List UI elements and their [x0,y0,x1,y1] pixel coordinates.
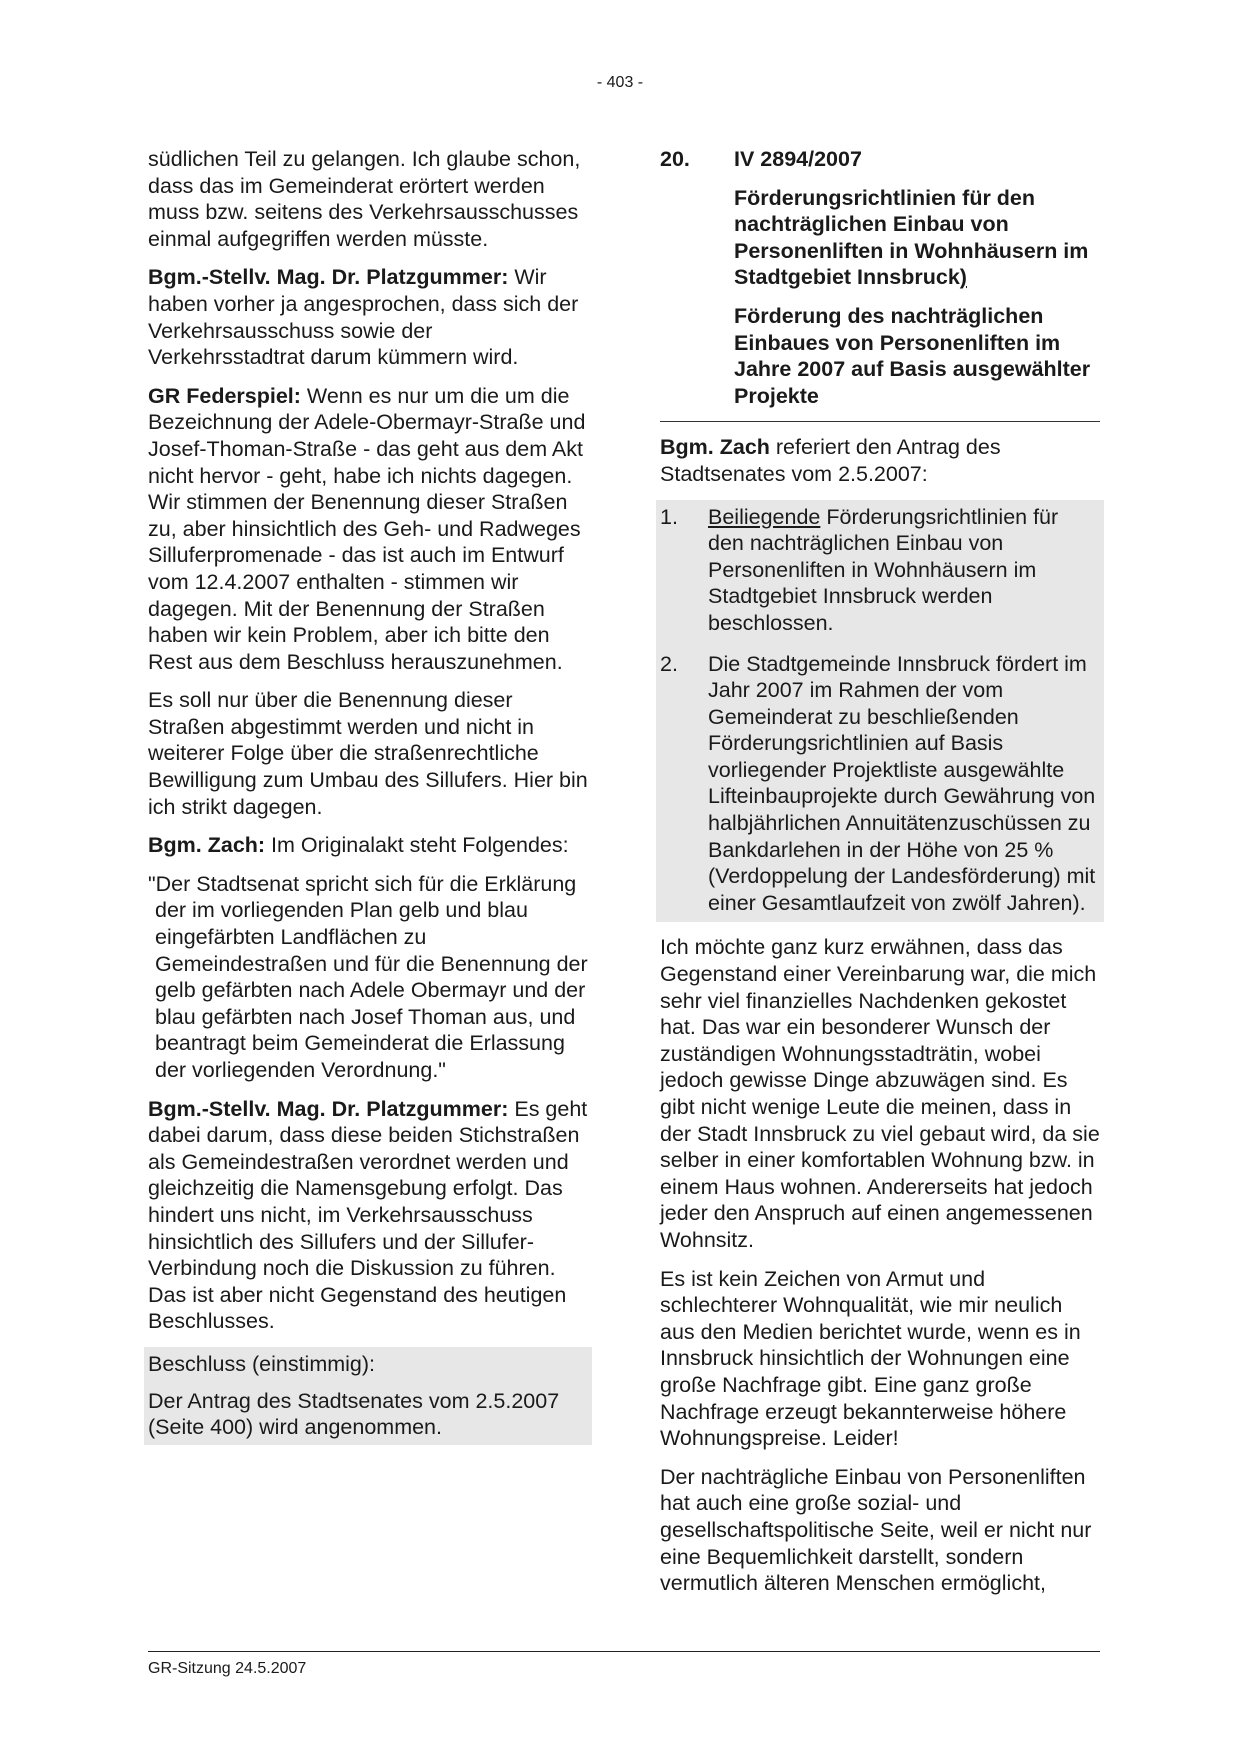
decision-box [144,1347,592,1445]
quotation-block [148,871,588,1084]
paragraph: Es ist kein Zeichen von Armut und schlechterer Wohnqualität, wie mir neulich aus den Medien berichtet wurde, wenn es in Innsbruck hinsichtlich der Wohnungen eine große Nachfrage gibt. Eine ganz große Nachfrage erzeugt bekannterweise höhere Wohnungspreise. Leider! [660,1266,1081,1451]
paragraph: Ich möchte ganz kurz erwähnen, dass das Gegenstand einer Vereinbarung war, die mich sehr viel finanzielles Nachdenken gekostet hat. Das war ein besonderer Wunsch der zuständigen Wohnungsstadträtin, wobei jedoch gewisse Dinge abzuwägen sind. Es gibt nicht wenige Leute die meinen, dass in der Stadt Innsbruck zu viel gebaut wird, da sie selber in einer komfortablen Wohnung bzw. in einem Haus wohnen. Andererseits hat jedoch jeder den Anspruch auf einen angemessenen Wohnsitz. [660,935,1100,1252]
paragraph [148,264,588,370]
right-column [660,146,1100,1609]
agenda-item-header [660,146,1100,409]
agenda-item-title: Förderungsrichtlinien für den nachträglichen Einbau von Personenliften in Wohnhäusern im Stadtgebiet Innsbruck) [734,185,1089,290]
resolution-number: 1. [660,504,678,529]
agenda-item-subtitle: Förderung des nachträglichen Einbaues von Personenliften im Jahre 2007 auf Basis ausgewählter Projekte [734,303,1091,408]
left-column [148,146,588,1445]
speech-text: Es geht dabei darum, dass diese beiden Stichstraßen als Gemeindestraßen verordnet werden und gleichzeitig die Namensgebung erfolgt. Das hindert uns nicht, im Verkehrsausschuss hinsichtlich des Sillufers und der Sillufer-Verbindung noch die Diskussion zu führen. Das ist aber nicht Gegenstand des heutigen Beschlusses. [148,1096,588,1334]
footer-divider [148,1651,1100,1652]
resolution-text: Beiliegende Förderungsrichtlinien für den nachträglichen Einbau von Personenliften in Wohnhäusern im Stadtgebiet Innsbruck werden beschlossen. [708,504,1059,635]
resolution-item [656,500,1104,643]
footer-session-date: GR-Sitzung 24.5.2007 [148,1660,307,1677]
paragraph: Es soll nur über die Benennung dieser Straßen abgestimmt werden und nicht in weiterer Folge über die straßenrechtliche Bewilligung zum Umbau des Sillufers. Hier bin ich strikt dagegen. [148,688,588,819]
paragraph [660,434,1100,487]
decision-text: Der Antrag des Stadtsenates vom 2.5.2007 (Seite 400) wird angenommen. [148,1388,560,1440]
quotation-text: "Der Stadtsenat spricht sich für die Erklärung der im vorliegenden Plan gelb und blau eingefärbten Landflächen zu Gemeindestraßen und für die Benennung der gelb gefärbten nach Adele Obermayr und der blau gefärbten nach Josef Thoman aus, und beantragt beim Gemeinderat die Erlassung der vorliegenden Verordnung." [148,871,588,1082]
speaker-name: Bgm.-Stellv. Mag. Dr. Platzgummer: [148,1096,509,1121]
speech-text: Wenn es nur um die um die Bezeichnung der Adele-Obermayr-Straße und Josef-Thoman-Straße - das geht aus dem Akt nicht hervor - geht, habe ich nichts dagegen. Wir stimmen der Benennung dieser Straßen zu, aber hinsichtlich des Geh- und Radweges Silluferpromenade - das ist auch im Entwurf vom 12.4.2007 enthalten - stimmen wir dagegen. Mit der Benennung der Straßen haben wir kein Problem, aber ich bitte den Rest aus dem Beschluss herauszunehmen. [148,383,586,674]
agenda-item-reference: IV 2894/2007 [734,147,862,171]
paragraph [148,383,588,676]
agenda-item-number: 20. [660,147,690,171]
resolution-text: Die Stadtgemeinde Innsbruck fördert im Jahr 2007 im Rahmen der vom Gemeinderat zu beschließenden Förderungsrichtlinien auf Basis vorliegender Projektliste ausgewählte Lifteinbauprojekte durch Gewährung von halbjährlichen Annuitätenzuschüssen zu Bankdarlehen in der Höhe von 25 % (Verdoppelung der Landesförderung) mit einer Gesamtlaufzeit von zwölf Jahren). [708,651,1096,915]
speech-text: Im Originalakt steht Folgendes: [265,833,569,858]
resolution-number: 2. [660,651,678,676]
speaker-name: Bgm. Zach [660,435,770,460]
page-number: - 403 - [596,74,644,91]
speaker-name: Bgm.-Stellv. Mag. Dr. Platzgummer: [148,265,509,290]
paragraph [148,1096,588,1335]
resolution-item [656,643,1104,923]
decision-label: Beschluss (einstimmig): [148,1351,375,1376]
speaker-name: Bgm. Zach: [148,833,266,858]
speech-text: Wir haben vorher ja angesprochen, dass sich der Verkehrsausschuss sowie der Verkehrsstadtrat darum kümmern wird. [148,265,579,370]
section-divider [660,421,1100,422]
paragraph: Der nachträgliche Einbau von Personenliften hat auch eine große sozial- und gesellschaftspolitische Seite, weil er nicht nur eine Bequemlichkeit darstellt, sondern vermutlich älteren Menschen ermöglicht, [660,1464,1092,1596]
title-paren: ) [959,265,967,290]
speech-text: referiert den Antrag des Stadtsenates vom 2.5.2007: [660,435,1001,486]
speaker-name: GR Federspiel: [148,383,301,408]
resolution-list [660,500,1100,923]
paragraph: südlichen Teil zu gelangen. Ich glaube schon, dass das im Gemeinderat erörtert werden muss bzw. seitens des Verkehrsausschusses einmal aufgegriffen werden müsste. [148,147,581,251]
paragraph [148,832,588,859]
